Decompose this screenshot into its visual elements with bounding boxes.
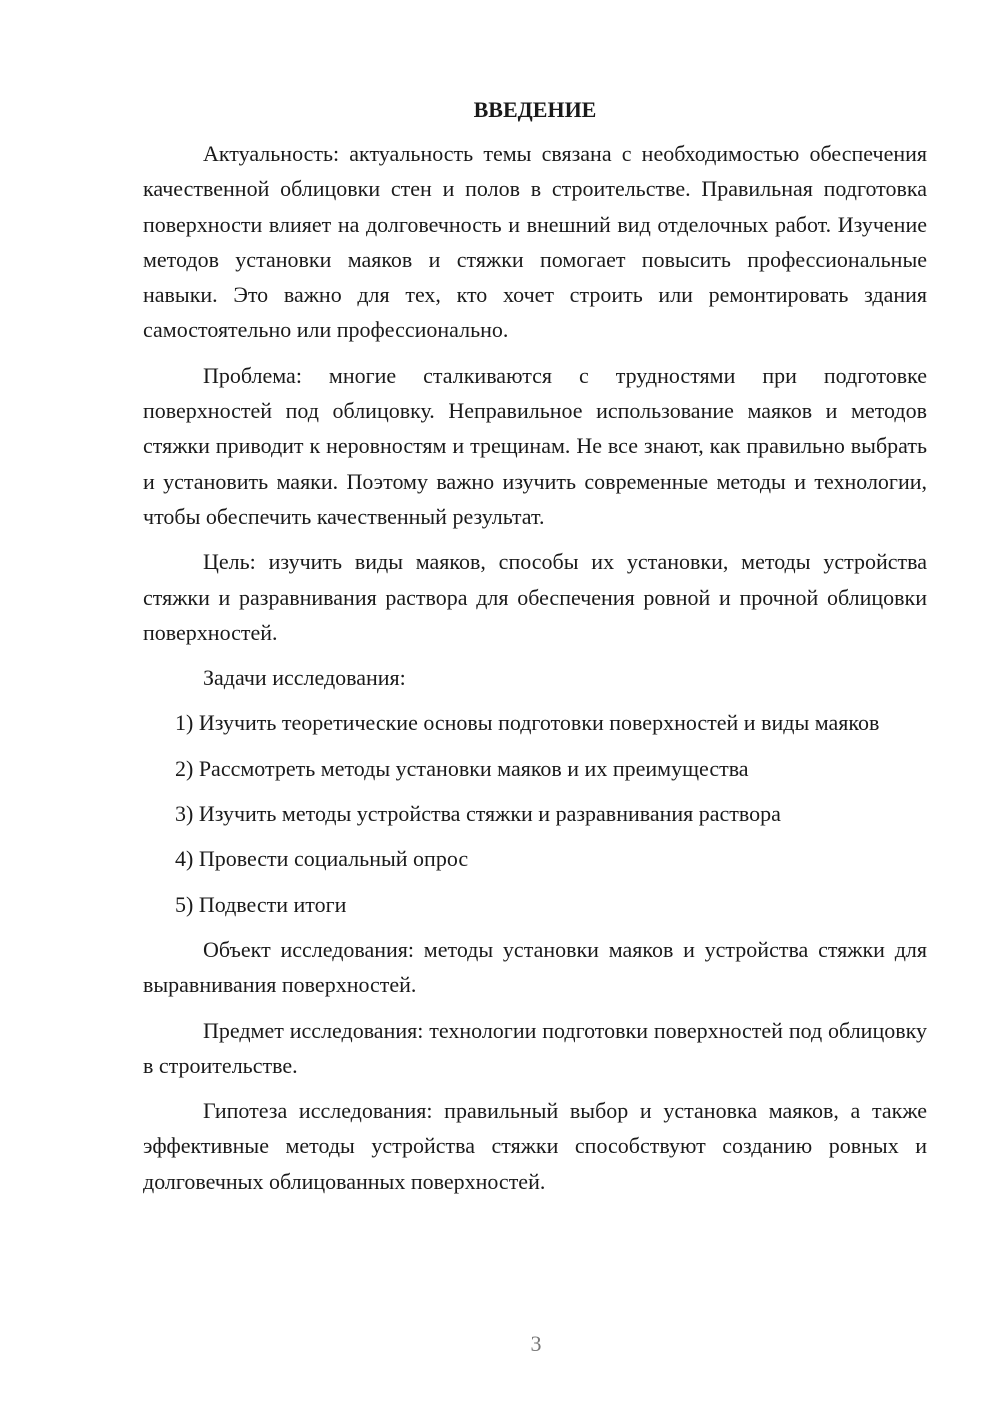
goal-paragraph: Цель: изучить виды маяков, способы их установки, методы устройства стяжки и разравнивания раствора для обеспечения ровной и прочной облицовки поверхностей. [143, 549, 927, 645]
problem-paragraph: Проблема: многие сталкиваются с трудностями при подготовке поверхностей под облицовку. Неправильное использование маяков и методов стяжки приводит к неровностям и трещинам. Не все знают, как правильно выбрать и установить маяки. Поэтому важно изучить современные методы и технологии, чтобы обеспечить качественный результат. [143, 362, 927, 529]
list-item: 3) Изучить методы устройства стяжки и разравнивания раствора [175, 801, 781, 827]
page-number: 3 [530, 1331, 542, 1356]
relevance-paragraph: Актуальность: актуальность темы связана с необходимостью обеспечения качественной облицовки стен и полов в строительстве. Правильная подготовка поверхности влияет на долговечность и внешний вид отделочных работ. Изучение методов установки маяков и стяжки помогает повысить профессиональные навыки. Это важно для тех, кто хочет строить или ремонтировать здания самостоятельно или профессионально. [143, 141, 927, 343]
object-paragraph: Объект исследования: методы установки маяков и устройства стяжки для выравнивания поверхностей. [143, 936, 927, 998]
hypothesis-paragraph: Гипотеза исследования: правильный выбор и установка маяков, а также эффективные методы устройства стяжки способствуют созданию ровных и долговечных облицованных поверхностей. [143, 1098, 927, 1194]
list-item: 1) Изучить теоретические основы подготовки поверхностей и виды маяков [175, 710, 880, 736]
page-content [143, 92, 927, 1209]
list-item: 2) Рассмотреть методы установки маяков и их преимущества [175, 755, 749, 781]
tasks-list [143, 705, 927, 921]
list-item: 5) Подвести итоги [175, 891, 347, 917]
list-item: 4) Провести социальный опрос [175, 846, 469, 872]
tasks-title: Задачи исследования: [203, 665, 406, 691]
subject-paragraph: Предмет исследования: технологии подготовки поверхностей под облицовку в строительстве. [143, 1017, 927, 1078]
page-title: ВВЕДЕНИЕ [473, 97, 597, 122]
